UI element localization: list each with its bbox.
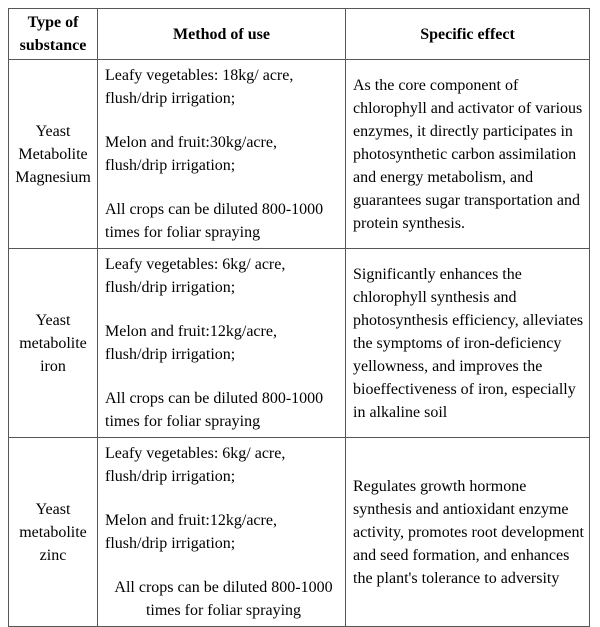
- column-header-type-of-substance: Type of substance: [9, 9, 98, 60]
- method-cell: [98, 60, 346, 249]
- method-paragraph: All crops can be diluted 800-1000 times for foliar spraying: [114, 579, 333, 619]
- effect-cell: Significantly enhances the chlorophyll synthesis and photosynthesis efficiency, alleviates the symptoms of iron-deficiency yellowness, and improves the bioeffectiveness of iron, especially in alkaline soil: [346, 249, 590, 438]
- method-paragraph: Melon and fruit:12kg/acre, flush/drip irrigation;: [105, 323, 277, 363]
- method-paragraph: Leafy vegetables: 6kg/ acre, flush/drip irrigation;: [105, 256, 286, 296]
- column-header-specific-effect: Specific effect: [346, 9, 590, 60]
- method-paragraph: Leafy vegetables: 18kg/ acre, flush/drip irrigation;: [105, 67, 294, 107]
- table-row-iron: [9, 249, 590, 438]
- table-row-magnesium: [9, 60, 590, 249]
- method-paragraph: Leafy vegetables: 6kg/ acre, flush/drip irrigation;: [105, 445, 286, 485]
- effect-cell: Regulates growth hormone synthesis and antioxidant enzyme activity, promotes root development and seed formation, and enhances the plant's tolerance to adversity: [346, 438, 590, 627]
- method-paragraph: Melon and fruit:30kg/acre, flush/drip irrigation;: [105, 134, 277, 174]
- method-cell: [98, 249, 346, 438]
- effect-cell: As the core component of chlorophyll and activator of various enzymes, it directly participates in photosynthetic carbon assimilation and energy metabolism, and guarantees sugar transportation and protein synthesis.: [346, 60, 590, 249]
- table-header-row: [9, 9, 590, 60]
- table-row-zinc: [9, 438, 590, 627]
- substance-usage-table: [8, 8, 590, 627]
- substance-cell: Yeast metabolite zinc: [9, 438, 98, 627]
- method-paragraph: All crops can be diluted 800-1000 times for foliar spraying: [105, 390, 324, 430]
- method-cell: [98, 438, 346, 627]
- substance-cell: Yeast Metabolite Magnesium: [9, 60, 98, 249]
- method-paragraph: All crops can be diluted 800-1000 times for foliar spraying: [105, 201, 324, 241]
- substance-cell: Yeast metabolite iron: [9, 249, 98, 438]
- method-paragraph: Melon and fruit:12kg/acre, flush/drip irrigation;: [105, 512, 277, 552]
- column-header-method-of-use: Method of use: [98, 9, 346, 60]
